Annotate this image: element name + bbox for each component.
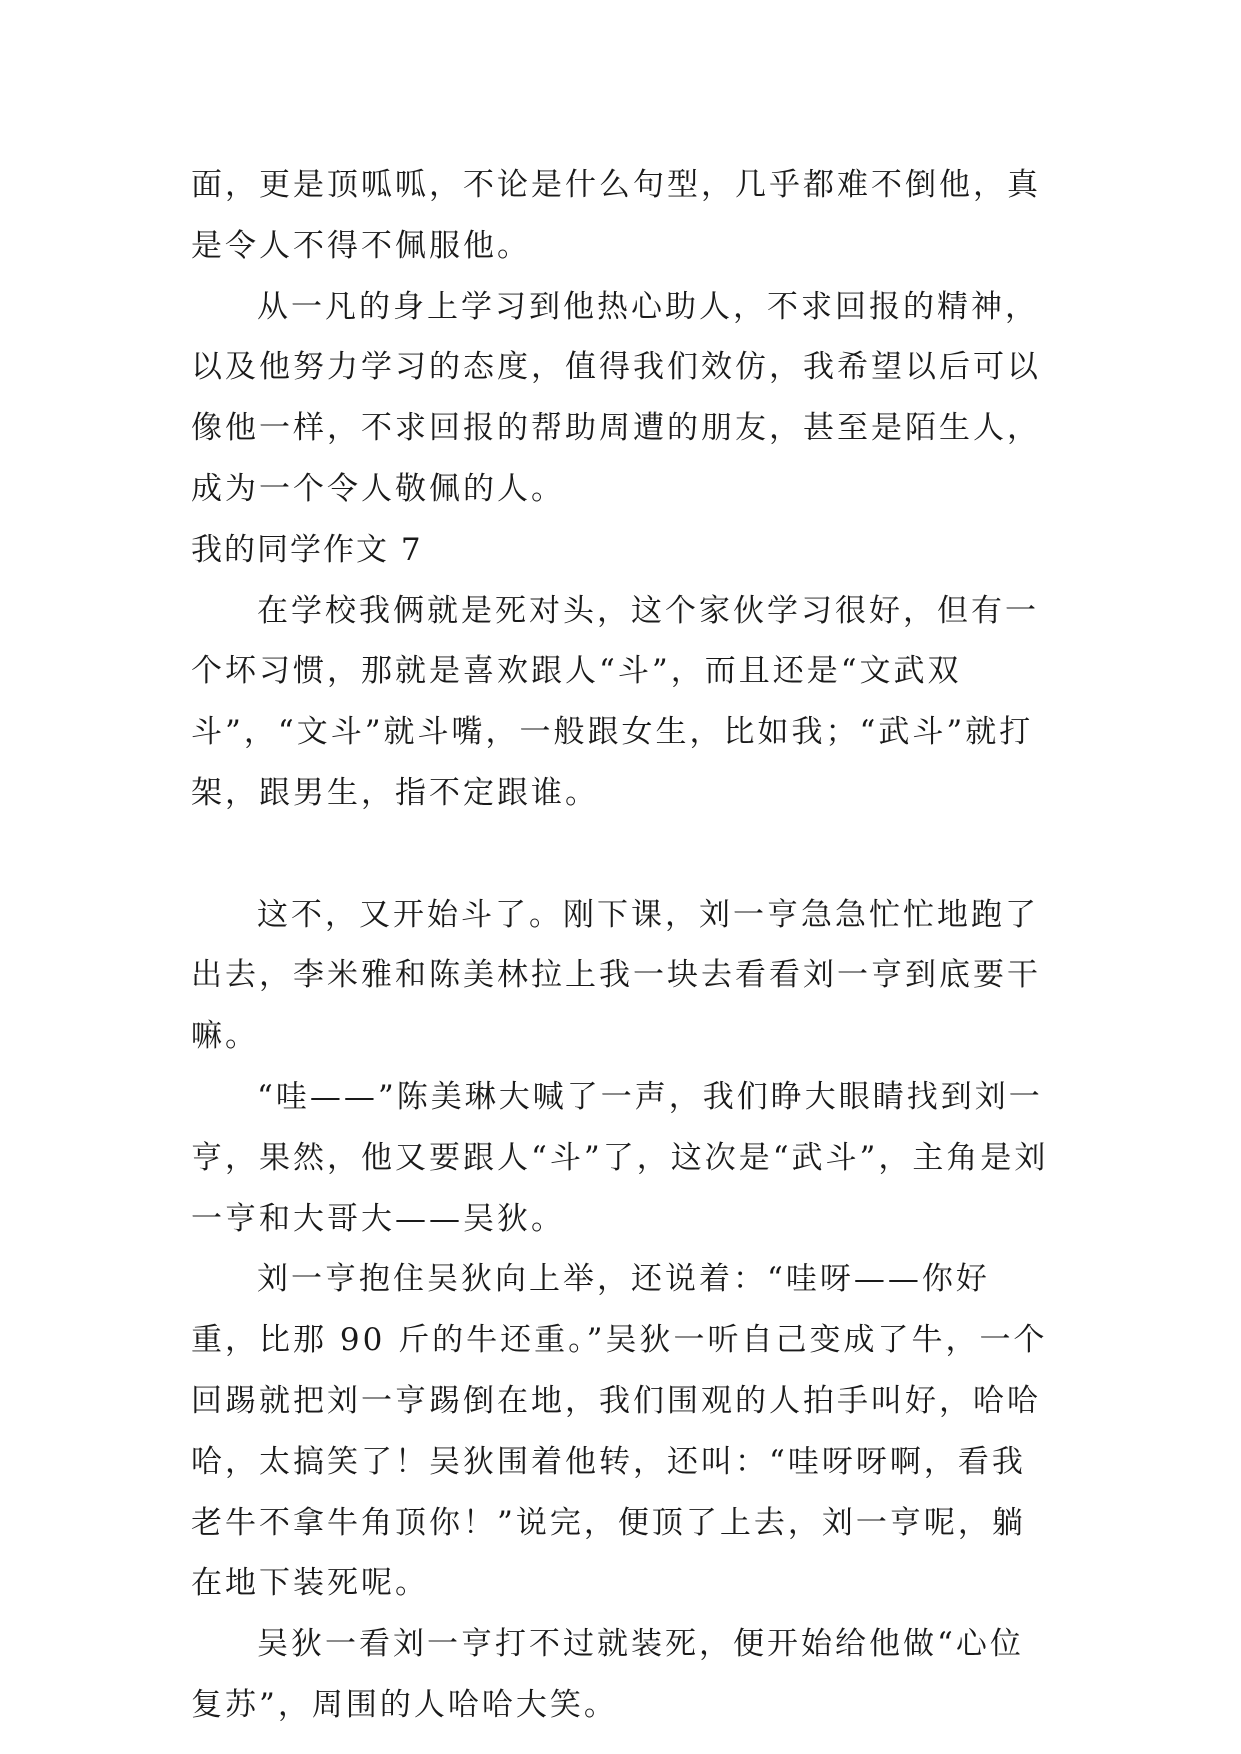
paragraph-story-1: 这不，又开始斗了。刚下课，刘一亨急急忙忙地跑了出去，李米雅和陈美林拉上我一块去看看刘一亨到底要干嘛。	[191, 896, 1041, 1055]
paragraph-story-2: “哇——”陈美琳大喊了一声，我们睁大眼睛找到刘一亨，果然，他又要跟人“斗”了，这次是“武斗”，主角是刘一亨和大哥大——吴狄。	[191, 1078, 1049, 1237]
paragraph-story-4: 吴狄一看刘一亨打不过就装死，便开始给他做“心位复苏”，周围的人哈哈大笑。	[191, 1626, 1024, 1723]
paragraph-conclusion: 从一凡的身上学习到他热心助人，不求回报的精神，以及他努力学习的态度，值得我们效仿，我希望以后可以像他一样，不求回报的帮助周遭的朋友，甚至是陌生人，成为一个令人敬佩的人。	[191, 288, 1041, 507]
document-body	[191, 155, 1056, 1736]
paragraph-continued: 面，更是顶呱呱，不论是什么句型，几乎都难不倒他，真是令人不得不佩服他。	[191, 167, 1041, 264]
paragraph-intro: 在学校我俩就是死对头，这个家伙学习很好，但有一个坏习惯，那就是喜欢跟人“斗”，而且还是“文武双斗”，“文斗”就斗嘴，一般跟女生，比如我；“武斗”就打架，跟男生，指不定跟谁。	[191, 592, 1039, 811]
section-title: 我的同学作文 7	[191, 531, 423, 568]
paragraph-story-3: 刘一亨抱住吴狄向上举，还说着：“哇呀——你好重，比那 90 斤的牛还重。”吴狄一听自己变成了牛，一个回踢就把刘一亨踢倒在地，我们围观的人拍手叫好，哈哈哈，太搞笑了！吴狄围着他转，还叫：“哇呀呀啊，看我老牛不拿牛角顶你！”说完，便顶了上去，刘一亨呢，躺在地下装死呢。	[191, 1261, 1048, 1602]
blank-line	[191, 824, 1056, 885]
